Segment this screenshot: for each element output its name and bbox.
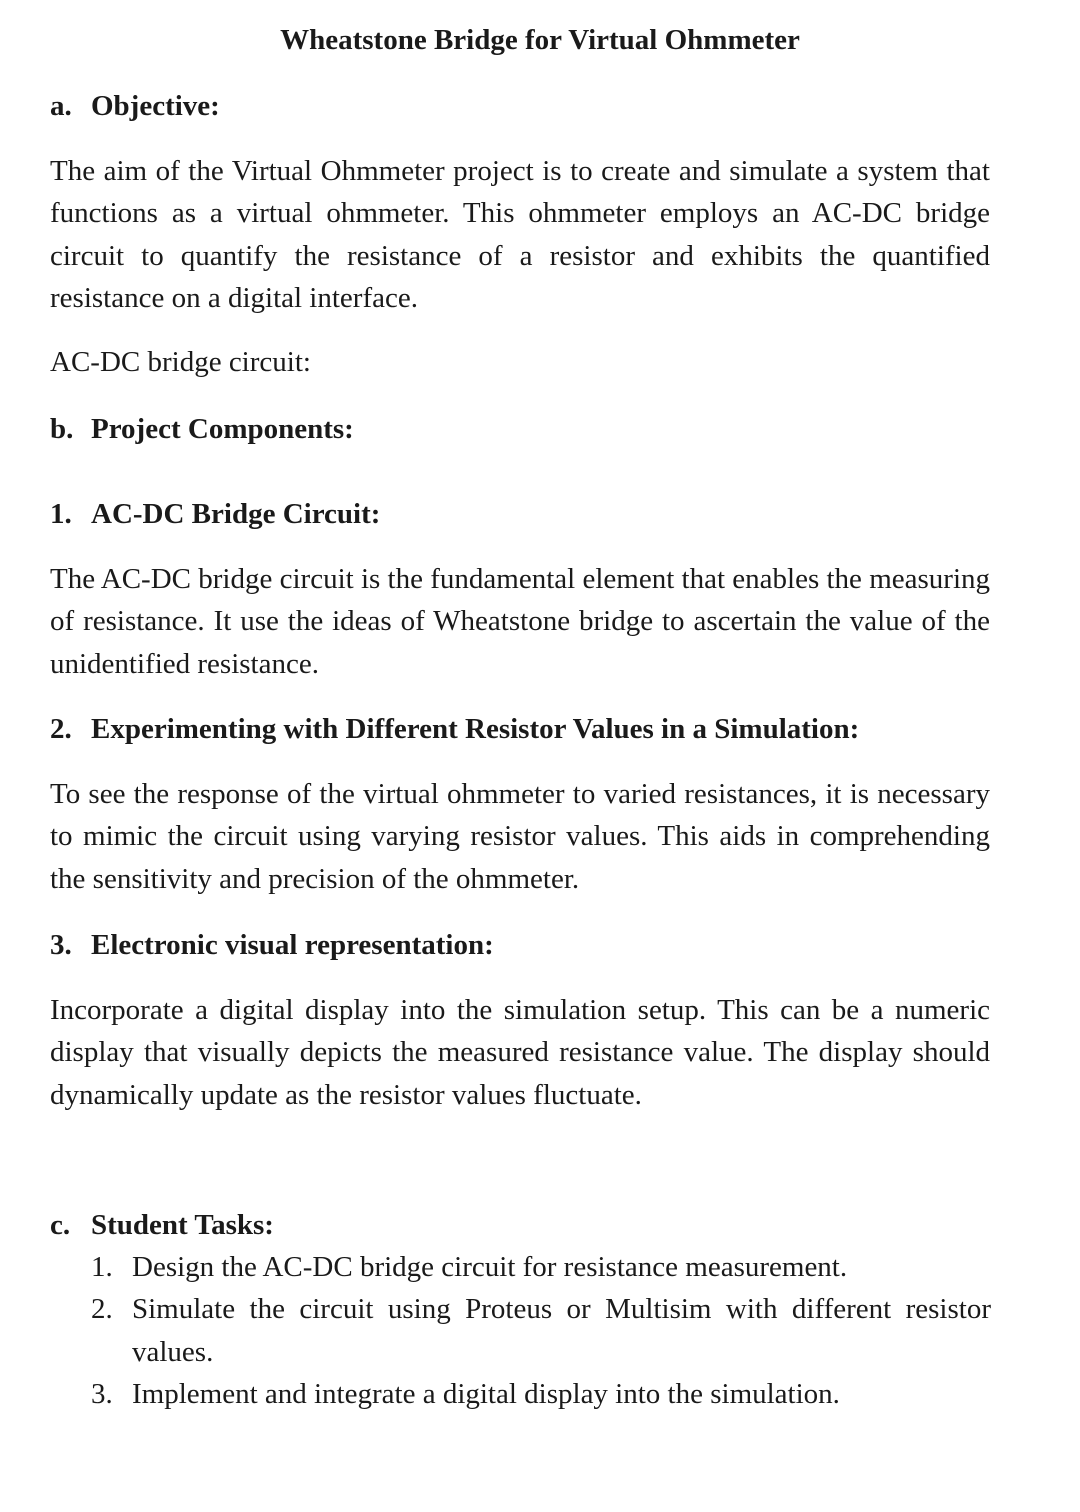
objective-paragraph: The aim of the Virtual Ohmmeter project is to create and simulate a system that functions as a virtual ohmmeter. This ohmmeter employs an AC-DC bridge circuit to quantify the resistance of a resistor and exhibits the quantified resistance on a digital interface. [50,155,990,314]
list-item [91,1373,991,1415]
section-heading-objective [50,86,990,126]
list-item-number: 3. [91,1377,113,1410]
component-marker: 1. [50,498,72,530]
list-item-text: Simulate the circuit using Proteus or Multisim with different resistor values. [132,1293,991,1368]
page-title: Wheatstone Bridge for Virtual Ohmmeter [280,24,800,56]
section-heading-text: Project Components: [91,413,354,445]
component-heading-text: Experimenting with Different Resistor Values in a Simulation: [91,713,860,745]
component-heading-text: Electronic visual representation: [91,929,494,961]
section-heading-components [50,409,990,449]
student-task-list [91,1246,991,1415]
list-item-text: Implement and integrate a digital display into the simulation. [132,1377,840,1410]
list-item-text: Design the AC-DC bridge circuit for resistance measurement. [132,1251,848,1283]
component-paragraph-2: To see the response of the virtual ohmmeter to varied resistances, it is necessary to mimic the circuit using varying resistor values. This aids in comprehending the sensitivity and precision of the ohmmeter. [50,778,990,895]
component-paragraph-1: The AC-DC bridge circuit is the fundamental element that enables the measuring of resistance. It use the ideas of Wheatstone bridge to ascertain the value of the unidentified resistance. [50,563,990,680]
component-marker: 2. [50,713,72,745]
list-item-number: 2. [91,1293,113,1326]
list-item [91,1246,991,1288]
section-heading-tasks [50,1205,990,1245]
component-marker: 3. [50,929,72,961]
component-paragraph-3: Incorporate a digital display into the simulation setup. This can be a numeric display that visually depicts the measured resistance value. The display should dynamically update as the resistor values fluctuate. [50,994,990,1111]
section-heading-text: Objective: [91,90,220,122]
section-marker: b. [50,413,74,445]
component-heading-1 [50,494,990,534]
section-marker: a. [50,90,72,122]
section-marker: c. [50,1209,71,1241]
list-item [91,1288,991,1373]
section-heading-text: Student Tasks: [91,1209,274,1241]
bridge-circuit-label: AC-DC bridge circuit: [50,346,311,378]
component-heading-2 [50,709,990,749]
component-heading-3 [50,925,990,965]
component-heading-text: AC-DC Bridge Circuit: [91,498,381,530]
list-item-number: 1. [91,1251,113,1283]
